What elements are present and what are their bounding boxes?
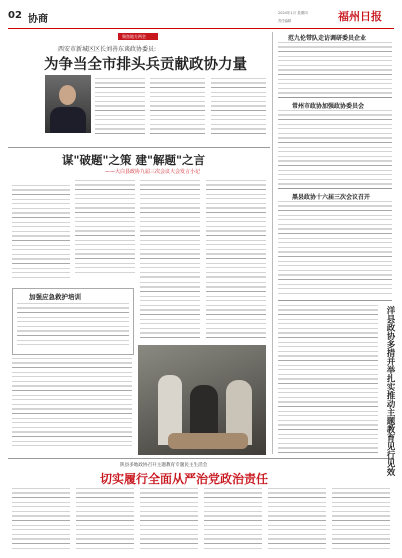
photo-manikin — [168, 433, 248, 449]
right-divider-2 — [278, 188, 392, 189]
feature-body-col3 — [140, 180, 200, 280]
bottom-body-col6 — [332, 488, 390, 552]
right-body-1 — [278, 42, 392, 94]
box-side-col — [12, 358, 132, 450]
right-body-2 — [278, 110, 392, 185]
feature-body-col6 — [206, 282, 266, 342]
lead-body-col1 — [95, 78, 145, 138]
right-headline-2: 常州市政协加强政协委员会 — [292, 103, 365, 110]
editor-line: 责任编辑 — [278, 19, 292, 23]
feature-body-col5 — [140, 282, 200, 342]
bottom-body-col1 — [12, 488, 70, 552]
right-body-3 — [278, 201, 392, 296]
training-photo — [138, 345, 266, 455]
feature-title: 谋"破题"之策 建"解题"之言 — [62, 153, 205, 167]
page-number: 02 — [8, 10, 22, 21]
masthead-logo: 福州日报 — [338, 10, 382, 23]
box-body — [17, 303, 129, 349]
bottom-kicker: 陕县多地政协召开主题教育专题民主生活会 — [120, 463, 208, 468]
feature-subtitle: ——大白县政协九届三次会议大会发言小记 — [105, 169, 201, 175]
box-title: 加强应急救护培训 — [29, 293, 81, 301]
feature-body-col2 — [75, 180, 135, 275]
bottom-title: 切实履行全面从严治党政治责任 — [100, 472, 269, 486]
lead-kicker-text: 聚焦地方两会 — [122, 34, 146, 39]
portrait-photo — [45, 75, 91, 133]
training-box — [12, 288, 134, 355]
bottom-body-col4 — [204, 488, 262, 552]
lead-title: 为争当全市排头兵贡献政协力量 — [44, 57, 247, 73]
portrait-suit — [50, 107, 86, 133]
lead-subtitle: 西安市新城区区长刘善东谈政协委员: — [58, 46, 157, 53]
feature-body-col1 — [12, 185, 70, 280]
right-vertical-headline: 洋县政协多措并举扎实推动主题教育见行见效 — [385, 306, 395, 476]
bottom-body-col5 — [268, 488, 326, 552]
feature-body-col4 — [206, 180, 266, 280]
right-divider-1 — [278, 97, 392, 98]
page-header — [8, 8, 394, 28]
right-divider-3 — [278, 300, 392, 301]
portrait-face — [59, 85, 76, 105]
date-line: 2024年1月 星期四 — [278, 11, 308, 15]
lead-body-col3 — [211, 78, 266, 136]
right-headline-3: 黑县政协十六届三次会议召开 — [292, 194, 371, 201]
bottom-body-col3 — [140, 488, 198, 552]
divider-1 — [8, 147, 270, 148]
bottom-body-col2 — [76, 488, 134, 552]
header-rule — [8, 28, 394, 29]
right-body-4 — [278, 305, 378, 453]
divider-2 — [8, 458, 394, 459]
section-name: 协商 — [28, 14, 48, 25]
right-column-rule — [272, 32, 273, 454]
lead-body-col2 — [150, 78, 205, 136]
right-headline-1: 范九伦带队走访调研委员企业 — [288, 35, 367, 42]
